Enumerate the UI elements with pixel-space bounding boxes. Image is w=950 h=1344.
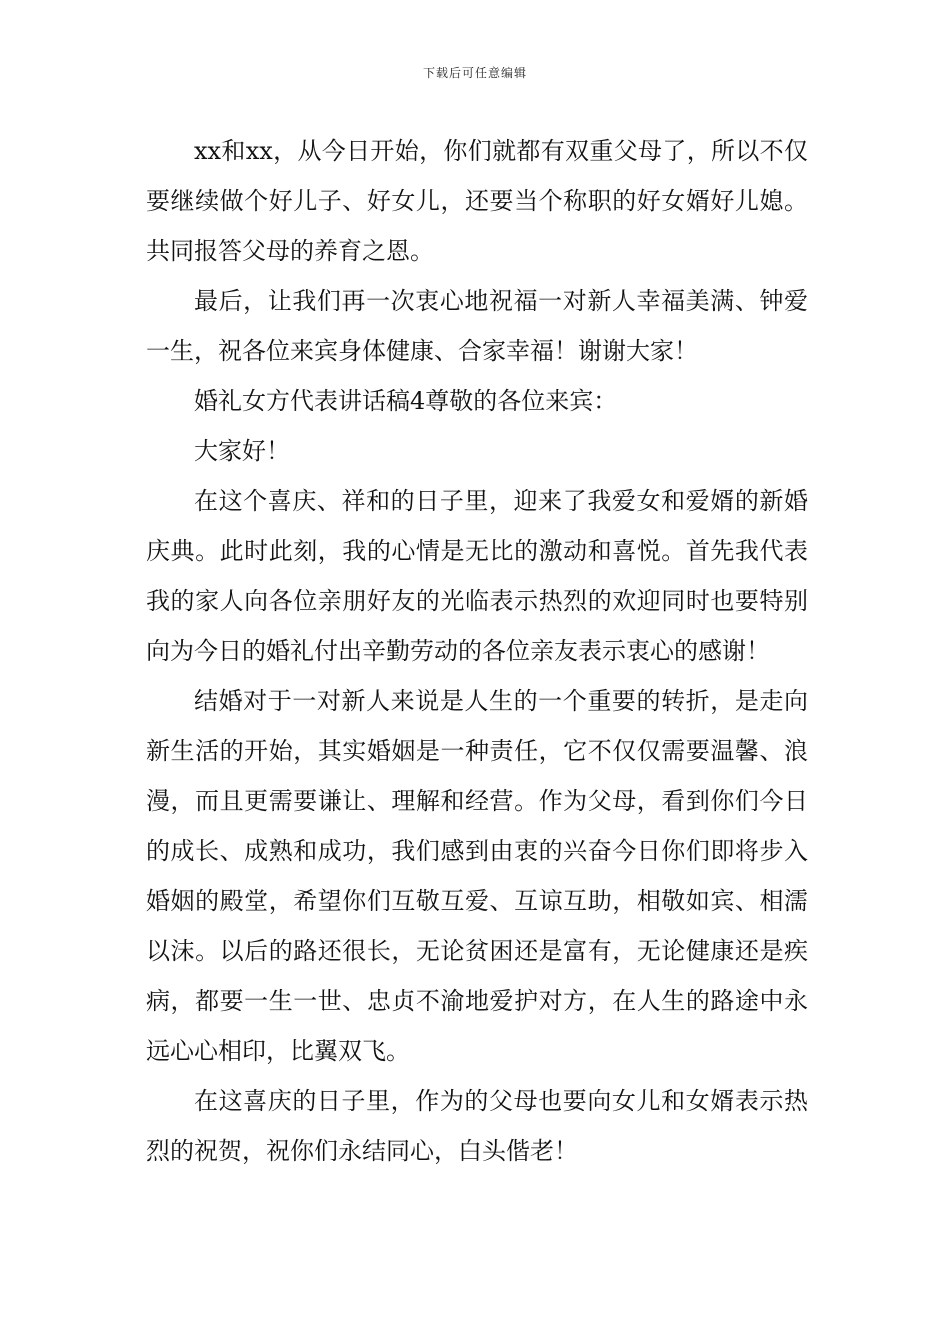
paragraph-closing-blessing: 最后，让我们再一次衷心地祝福一对新人幸福美满、钟爱一生，祝各位来宾身体健康、合家幸福！谢谢大家！	[146, 287, 808, 365]
page-header-note: 下载后可任意编辑	[422, 66, 527, 80]
paragraph-welcome: 在这个喜庆、祥和的日子里，迎来了我爱女和爱婿的新婚庆典。此时此刻，我的心情是无比的激动和喜悦。首先我代表我的家人向各位亲朋好友的光临表示热烈的欢迎同时也要特别向为今日的婚礼付出辛勤劳动的各位亲友表示衷心的感谢！	[146, 487, 808, 665]
speech-title-greeting: 婚礼女方代表讲话稿4尊敬的各位来宾：	[194, 387, 618, 415]
paragraph-congratulations: 在这喜庆的日子里，作为的父母也要向女儿和女婿表示热烈的祝贺，祝你们永结同心，白头偕老！	[146, 1087, 808, 1165]
paragraph-marriage: 结婚对于一对新人来说是人生的一个重要的转折，是走向新生活的开始，其实婚姻是一种责任，它不仅仅需要温馨、浪漫，而且更需要谦让、理解和经营。作为父母，看到你们今日的成长、成熟和成功，我们感到由衷的兴奋今日你们即将步入婚姻的殿堂，希望你们互敬互爱、互谅互助，相敬如宾、相濡以沫。以后的路还很长，无论贫困还是富有，无论健康还是疾病，都要一生一世、忠贞不渝地爱护对方，在人生的路途中永远心心相印，比翼双飞。	[146, 687, 808, 1065]
document-body	[146, 126, 808, 1176]
paragraph-parents: xx和xx，从今日开始，你们就都有双重父母了，所以不仅要继续做个好儿子、好女儿，还要当个称职的好女婿好儿媳。共同报答父母的养育之恩。	[146, 137, 808, 265]
paragraph-hello: 大家好！	[194, 437, 290, 465]
